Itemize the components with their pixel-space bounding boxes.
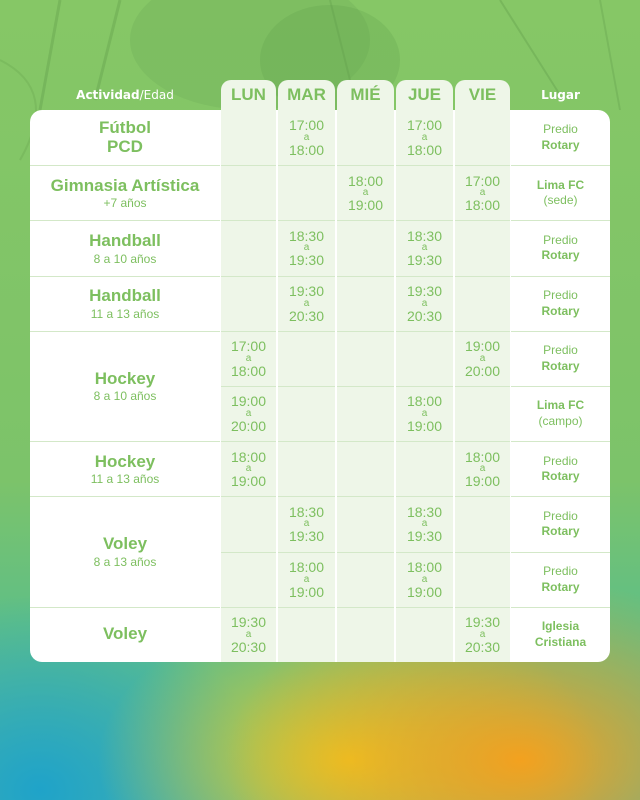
slot-r3-lun xyxy=(221,220,276,275)
time-start: 17:00 xyxy=(464,172,501,189)
time-connector: a xyxy=(303,131,310,143)
time-end: 19:30 xyxy=(406,528,443,545)
time-end: 20:30 xyxy=(406,307,443,324)
time-connector: a xyxy=(245,463,252,475)
header-activity: Actividad xyxy=(76,88,140,102)
slot-r5-jue xyxy=(396,331,453,386)
slot-r7-mie xyxy=(337,441,394,496)
time-connector: a xyxy=(362,187,369,199)
place-line1: Predio xyxy=(543,564,578,578)
slot-r8-jue xyxy=(396,496,453,551)
place-line2: Rotary xyxy=(541,248,580,263)
time-end: 18:00 xyxy=(464,197,501,214)
activity-cell xyxy=(30,110,220,165)
place-cell xyxy=(511,110,610,165)
activity-cell xyxy=(30,496,220,606)
slot-r4-jue xyxy=(396,276,453,331)
slot-r10-lun xyxy=(221,607,276,662)
time-start: 17:00 xyxy=(288,116,325,133)
schedule-table xyxy=(30,80,610,662)
place-cell xyxy=(511,220,610,275)
time-start: 19:00 xyxy=(230,393,267,410)
time-connector: a xyxy=(421,131,428,143)
slot-r3-mar xyxy=(278,220,335,275)
place-line2: Rotary xyxy=(541,303,580,318)
activity-cell xyxy=(30,441,220,496)
time-connector: a xyxy=(479,463,486,475)
slot-r9-mar xyxy=(278,552,335,607)
slot-r2-mie xyxy=(337,165,394,220)
time-end: 19:00 xyxy=(464,473,501,490)
header-place: Lugar xyxy=(541,88,580,102)
time-connector: a xyxy=(479,352,486,364)
time-start: 18:00 xyxy=(406,558,443,575)
time-end: 18:00 xyxy=(406,141,443,158)
place-line1: Iglesia xyxy=(541,619,580,634)
header-separator: / xyxy=(139,88,144,102)
time-connector: a xyxy=(245,628,252,640)
time-end: 19:00 xyxy=(347,197,384,214)
slot-r3-vie xyxy=(455,220,510,275)
slot-r8-mie xyxy=(337,496,394,551)
activity-name: Gimnasia Artística xyxy=(50,175,200,195)
slot-r6-vie xyxy=(455,386,510,441)
activity-age: 8 a 13 años xyxy=(93,555,157,570)
slot-r1-lun xyxy=(221,110,276,165)
place-cell xyxy=(511,331,610,386)
place-cell xyxy=(511,276,610,331)
place-line2: Rotary xyxy=(541,358,580,373)
time-end: 19:00 xyxy=(406,583,443,600)
time-connector: a xyxy=(303,297,310,309)
activity-name: Fútbol xyxy=(99,117,151,137)
time-connector: a xyxy=(421,242,428,254)
time-end: 18:00 xyxy=(288,141,325,158)
slot-r5-vie xyxy=(455,331,510,386)
slot-r8-mar xyxy=(278,496,335,551)
place-line2: Rotary xyxy=(541,524,580,539)
activity-age: 11 a 13 años xyxy=(90,472,160,487)
slot-r9-lun xyxy=(221,552,276,607)
activity-age: 8 a 10 años xyxy=(93,389,157,404)
place-cell xyxy=(511,441,610,496)
slot-r9-vie xyxy=(455,552,510,607)
time-connector: a xyxy=(421,408,428,420)
time-start: 18:30 xyxy=(406,503,443,520)
slot-r4-vie xyxy=(455,276,510,331)
header-day-jue: JUE xyxy=(396,80,453,110)
time-end: 19:00 xyxy=(230,473,267,490)
slot-r4-mar xyxy=(278,276,335,331)
place-line1: Predio xyxy=(543,232,578,247)
time-end: 19:30 xyxy=(288,528,325,545)
time-connector: a xyxy=(421,573,428,585)
time-end: 20:00 xyxy=(464,362,501,379)
time-connector: a xyxy=(479,187,486,199)
slot-r10-mie xyxy=(337,607,394,662)
activity-name: PCD xyxy=(107,136,143,156)
place-cell xyxy=(511,165,610,220)
slot-r2-jue xyxy=(396,165,453,220)
activity-name: Hockey xyxy=(94,368,156,388)
time-start: 17:00 xyxy=(230,338,267,355)
time-start: 18:30 xyxy=(288,503,325,520)
activity-cell xyxy=(30,165,220,220)
slot-r2-mar xyxy=(278,165,335,220)
time-end: 20:30 xyxy=(464,638,501,655)
place-line1: Predio xyxy=(543,288,578,303)
place-line2: (sede) xyxy=(543,193,578,208)
slot-r10-vie xyxy=(455,607,510,662)
slot-r4-lun xyxy=(221,276,276,331)
slot-r6-jue xyxy=(396,386,453,441)
slot-r2-vie xyxy=(455,165,510,220)
place-line1: Predio xyxy=(543,343,578,358)
slot-r9-jue xyxy=(396,552,453,607)
slot-r9-mie xyxy=(337,552,394,607)
time-start: 18:30 xyxy=(406,227,443,244)
time-start: 19:30 xyxy=(464,614,501,631)
place-line1: Predio xyxy=(543,453,578,468)
slot-r1-jue xyxy=(396,110,453,165)
activity-age: 8 a 10 años xyxy=(93,251,157,266)
time-start: 18:00 xyxy=(406,393,443,410)
slot-r8-lun xyxy=(221,496,276,551)
activity-name: Voley xyxy=(102,534,148,554)
place-line1: Predio xyxy=(543,122,578,136)
activity-cell xyxy=(30,276,220,331)
slot-r5-mar xyxy=(278,331,335,386)
slot-r3-mie xyxy=(337,220,394,275)
activity-name: Handball xyxy=(89,286,161,306)
time-start: 19:30 xyxy=(230,614,267,631)
slot-r3-jue xyxy=(396,220,453,275)
time-start: 19:30 xyxy=(406,282,443,299)
activity-name: Voley xyxy=(102,624,148,644)
time-connector: a xyxy=(479,628,486,640)
slot-r1-mar xyxy=(278,110,335,165)
time-end: 20:00 xyxy=(230,418,267,435)
time-start: 18:00 xyxy=(230,448,267,465)
slot-r4-mie xyxy=(337,276,394,331)
place-line1: Lima FC xyxy=(536,398,585,413)
time-start: 19:00 xyxy=(464,338,501,355)
slot-r1-vie xyxy=(455,110,510,165)
activity-name: Handball xyxy=(89,230,161,250)
place-line2: Rotary xyxy=(541,137,580,152)
slot-r8-vie xyxy=(455,496,510,551)
slot-r2-lun xyxy=(221,165,276,220)
time-start: 18:00 xyxy=(288,558,325,575)
time-end: 19:30 xyxy=(406,252,443,269)
header-activity-age xyxy=(30,80,220,110)
place-cell xyxy=(511,607,610,662)
place-cell xyxy=(511,386,610,441)
header-day-vie: VIE xyxy=(455,80,510,110)
slot-r7-mar xyxy=(278,441,335,496)
slot-r5-mie xyxy=(337,331,394,386)
header-day-mar: MAR xyxy=(278,80,335,110)
time-start: 19:30 xyxy=(288,282,325,299)
time-end: 19:00 xyxy=(406,418,443,435)
time-start: 18:30 xyxy=(288,227,325,244)
slot-r1-mie xyxy=(337,110,394,165)
place-line2: (campo) xyxy=(538,414,583,429)
time-connector: a xyxy=(303,242,310,254)
activity-cell xyxy=(30,331,220,441)
place-line2: Rotary xyxy=(541,579,580,594)
time-connector: a xyxy=(303,518,310,530)
slot-r6-lun xyxy=(221,386,276,441)
slot-r10-jue xyxy=(396,607,453,662)
time-start: 18:00 xyxy=(347,172,384,189)
slot-r6-mie xyxy=(337,386,394,441)
place-line2: Cristiana xyxy=(534,634,587,649)
slot-r6-mar xyxy=(278,386,335,441)
slot-r7-vie xyxy=(455,441,510,496)
activity-name: Hockey xyxy=(94,451,156,471)
activity-cell xyxy=(30,220,220,275)
header-day-mie: MIÉ xyxy=(337,80,394,110)
time-connector: a xyxy=(245,408,252,420)
time-start: 18:00 xyxy=(464,448,501,465)
time-connector: a xyxy=(245,352,252,364)
slot-r10-mar xyxy=(278,607,335,662)
place-cell xyxy=(511,496,610,551)
slot-r7-lun xyxy=(221,441,276,496)
header-age: Edad xyxy=(143,88,174,102)
activity-age: +7 años xyxy=(103,196,147,211)
time-end: 20:30 xyxy=(230,638,267,655)
time-start: 17:00 xyxy=(406,116,443,133)
slot-r5-lun xyxy=(221,331,276,386)
time-connector: a xyxy=(303,573,310,585)
place-cell xyxy=(511,552,610,607)
place-line1: Lima FC xyxy=(536,177,585,192)
place-line1: Predio xyxy=(543,508,578,523)
activity-cell xyxy=(30,607,220,662)
time-end: 19:00 xyxy=(288,583,325,600)
slot-r7-jue xyxy=(396,441,453,496)
time-end: 18:00 xyxy=(230,362,267,379)
time-connector: a xyxy=(421,297,428,309)
header-day-lun: LUN xyxy=(221,80,276,110)
time-end: 19:30 xyxy=(288,252,325,269)
time-end: 20:30 xyxy=(288,307,325,324)
place-line2: Rotary xyxy=(541,469,580,484)
activity-age: 11 a 13 años xyxy=(90,306,160,321)
time-connector: a xyxy=(421,518,428,530)
